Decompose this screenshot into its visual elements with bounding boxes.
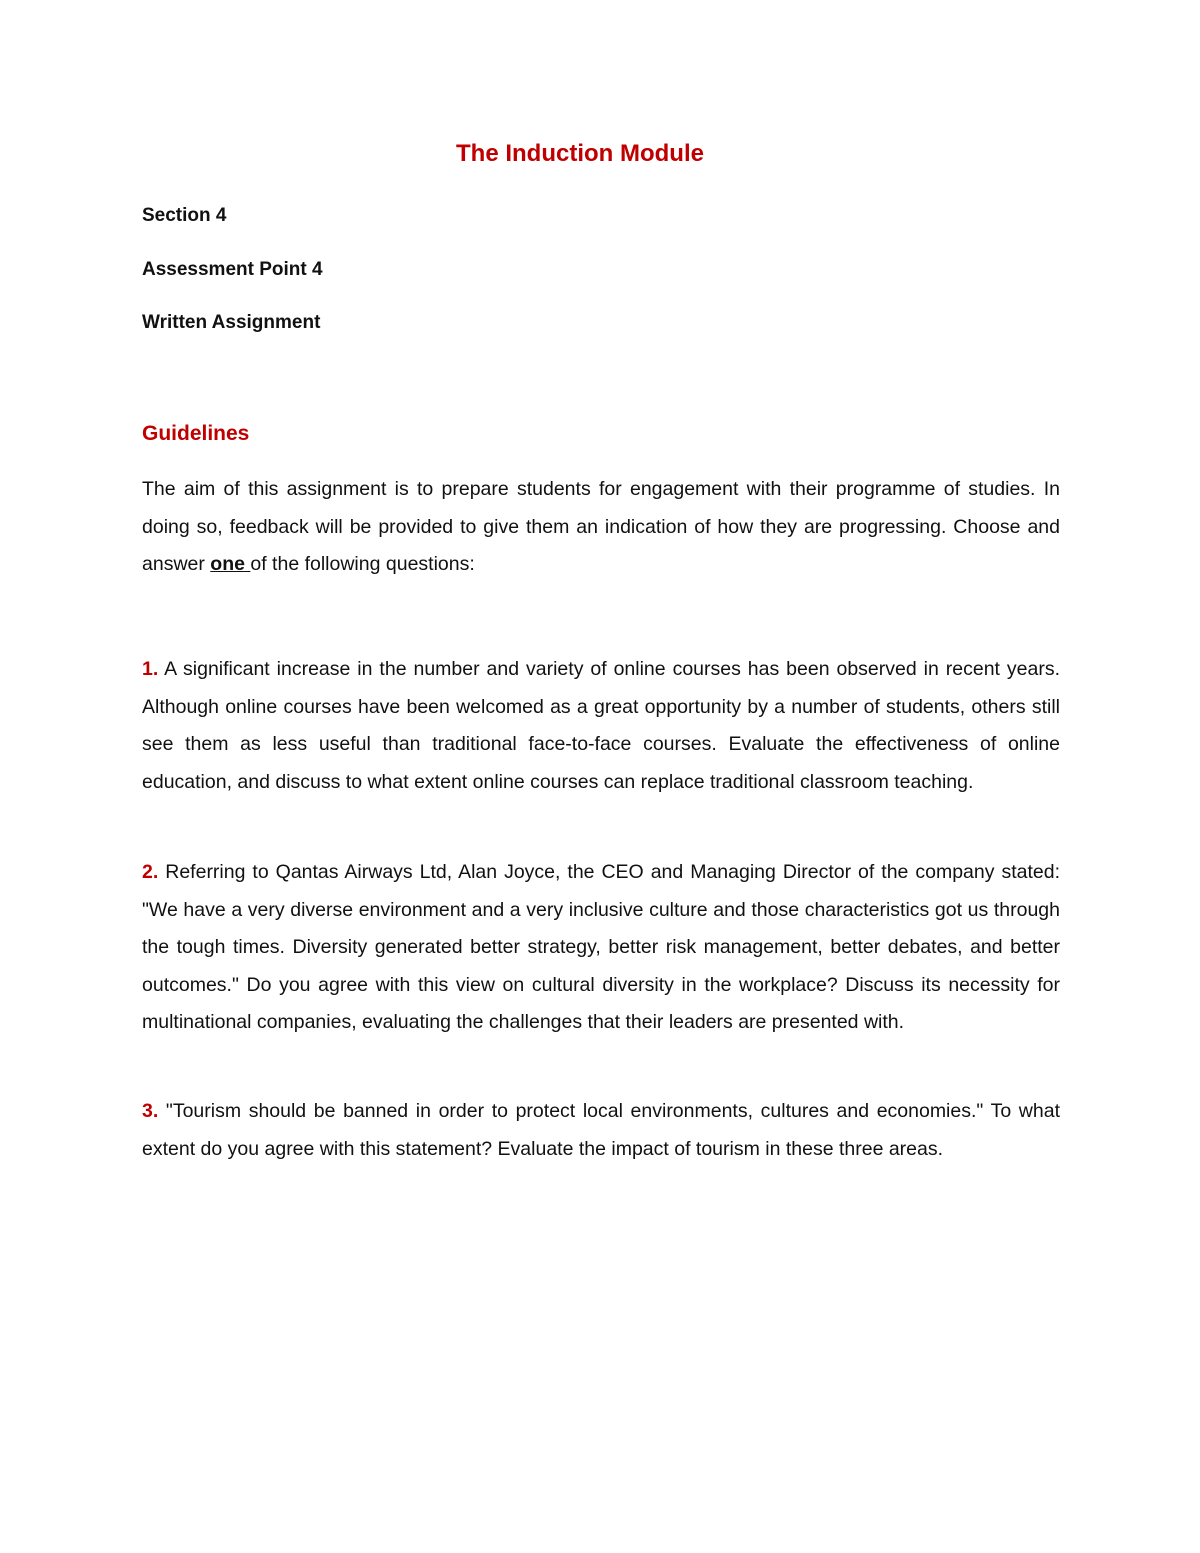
assessment-point-label: Assessment Point 4 [142, 259, 323, 280]
intro-text-after: of the following questions: [250, 553, 475, 575]
question-1 [142, 651, 1060, 801]
assignment-type-label: Written Assignment [142, 312, 321, 333]
question-text: "Tourism should be banned in order to protect local environments, cultures and economies." To what extent do you agree with this statement? Evaluate the impact of tourism in these three areas. [142, 1100, 1060, 1160]
question-text: A significant increase in the number and variety of online courses has been observed in recent years. Although online courses have been welcomed as a great opportunity by a number of students, others still see them as less useful than traditional face-to-face courses. Evaluate the effectiveness of online education, and discuss to what extent online courses can replace traditional classroom teaching. [142, 658, 1060, 793]
document-title: The Induction Module [456, 140, 704, 167]
question-number: 3. [142, 1100, 159, 1122]
question-number: 1. [142, 658, 159, 680]
section-label: Section 4 [142, 205, 227, 226]
question-3 [142, 1093, 1060, 1168]
question-number: 2. [142, 861, 159, 883]
question-2 [142, 854, 1060, 1042]
guidelines-heading: Guidelines [142, 422, 250, 445]
question-text: Referring to Qantas Airways Ltd, Alan Joyce, the CEO and Managing Director of the company stated: "We have a very diverse environment and a very inclusive culture and those characteristics got us through the tough times. Diversity generated better strategy, better risk management, better debates, and better outcomes." Do you agree with this view on cultural diversity in the workplace? Discuss its necessity for multinational companies, evaluating the challenges that their leaders are presented with. [142, 861, 1060, 1033]
intro-paragraph [142, 471, 1060, 584]
intro-emphasis: one [210, 553, 251, 575]
intro-text-before: The aim of this assignment is to prepare students for engagement with their programme of studies. In doing so, feedback will be provided to give them an indication of how they are progressing. Choose and answer [142, 478, 1060, 575]
